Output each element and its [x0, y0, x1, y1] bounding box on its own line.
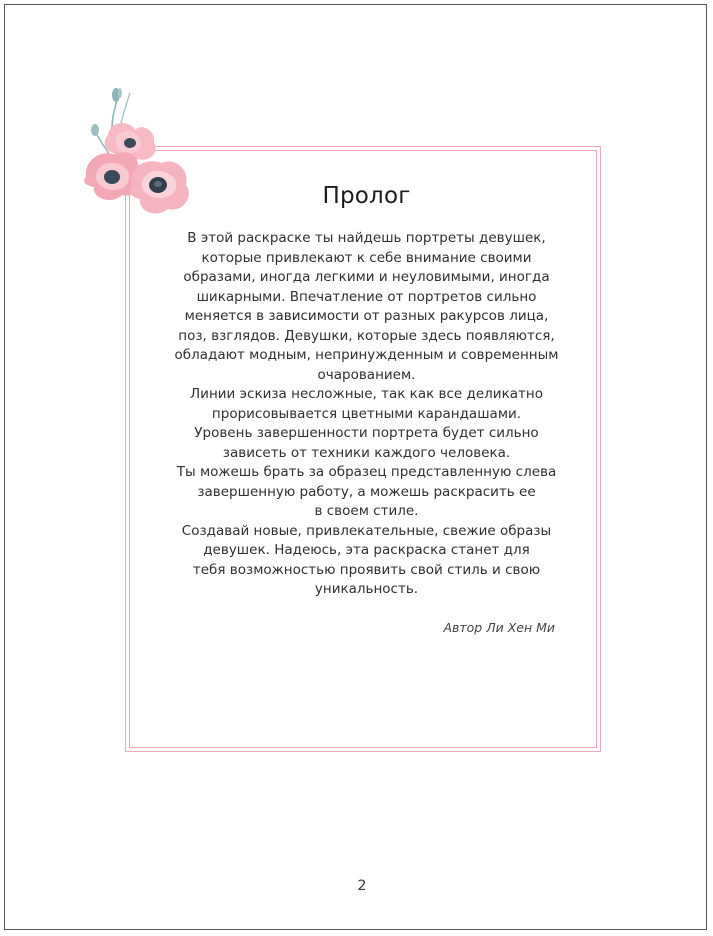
text-line: образами, иногда легкими и неуловимыми, иногда [183, 269, 550, 285]
prologue-text [150, 229, 583, 600]
text-line: которые привлекают к себе внимание своими [201, 249, 532, 266]
page-number: 2 [357, 878, 367, 894]
text-line: Ты можешь брать за образец представленную слева [176, 464, 557, 480]
text-line: уникальность. [314, 581, 419, 597]
text-line: шикарными. Впечатление от портретов сильно [196, 288, 537, 305]
text-line: В этой раскраске ты найдешь портреты девушек, [187, 230, 546, 246]
author-signature: Автор Ли Хен Ми [443, 620, 555, 635]
text-line: Создавай новые, привлекательные, свежие образы [181, 522, 552, 539]
text-line: поз, взглядов. Девушки, которые здесь появляются, [178, 327, 555, 344]
text-line: зависеть от техники каждого человека. [222, 444, 511, 461]
text-line: Линии эскиза несложные, так как все деликатно [190, 386, 543, 402]
page-title: Пролог [322, 183, 411, 209]
text-line: в своем стиле. [314, 503, 419, 519]
text-line: Уровень завершенности портрета будет сильно [194, 425, 539, 441]
text-line: обладают модным, непринужденным и современным [174, 347, 559, 363]
text-line: прорисовывается цветными карандашами. [211, 405, 522, 422]
text-line: очарованием. [317, 366, 416, 383]
text-line: девушек. Надеюсь, эта раскраска станет для [203, 542, 530, 558]
text-line: завершенную работу, а можешь раскрасить ее [197, 483, 536, 500]
text-line: тебя возможностью проявить свой стиль и свою [192, 561, 541, 578]
text-line: меняется в зависимости от разных ракурсов лица, [184, 308, 549, 324]
